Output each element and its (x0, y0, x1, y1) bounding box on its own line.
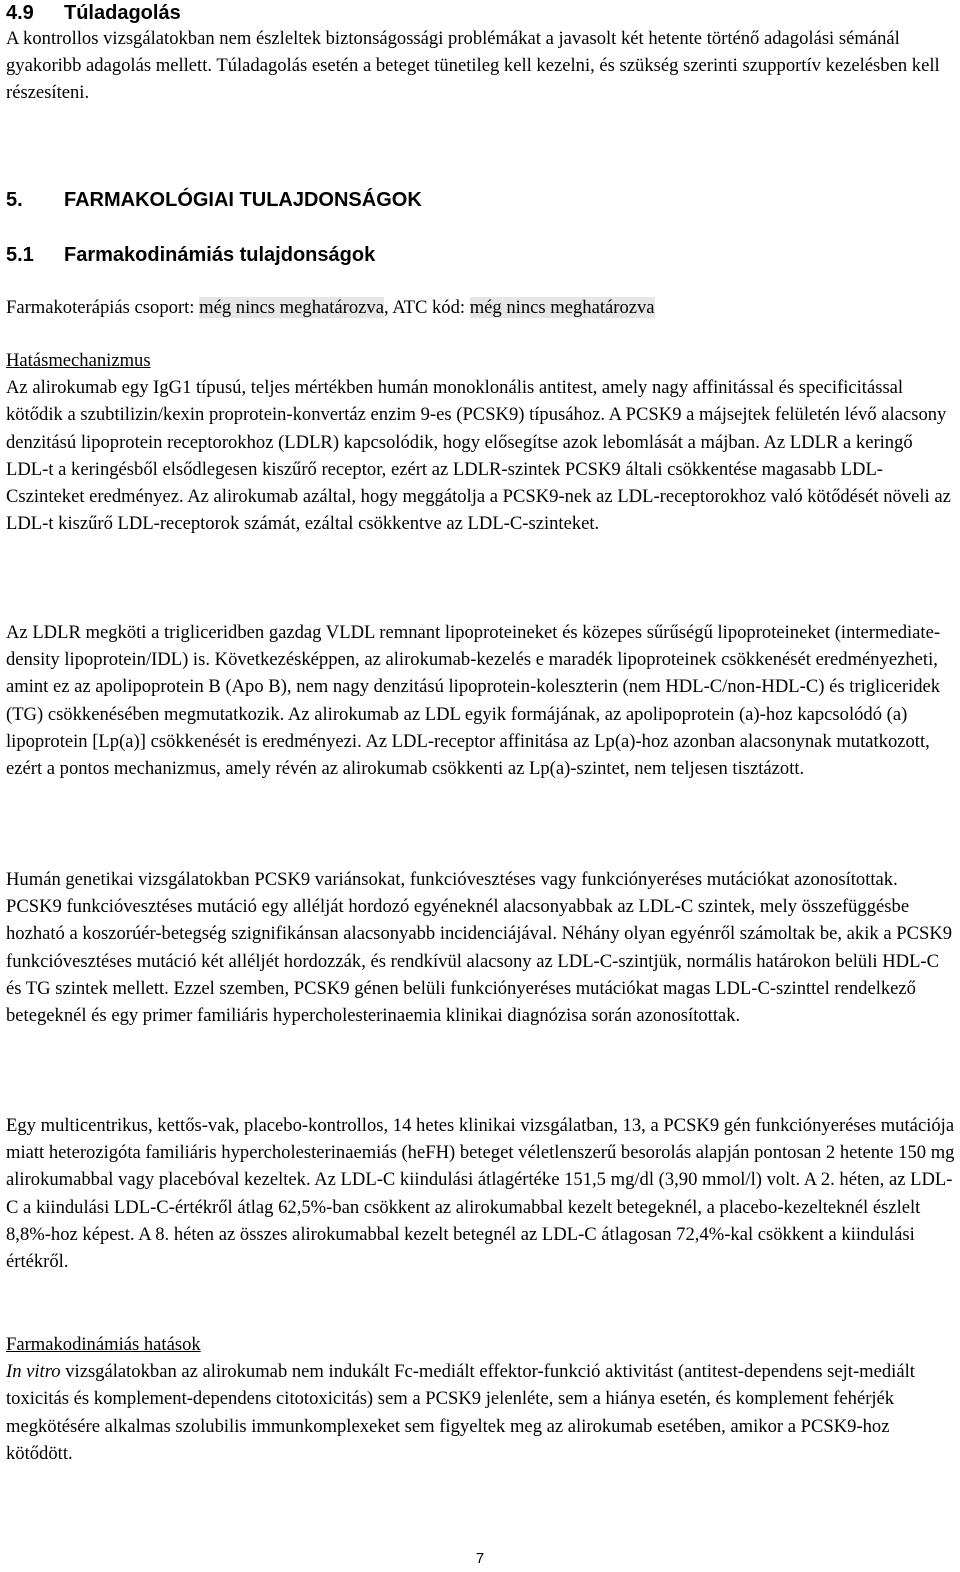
section-title: FARMAKOLÓGIAI TULAJDONSÁGOK (64, 189, 422, 211)
pharmacodynamic-effects-text: vizsgálatokban az alirokumab nem indukált Fc-mediált effektor-funkció aktivitást (antitest-dependens sejt-mediált toxicitás és komplement-dependens citotoxicitás) sem a PCSK9 jelenléte, sem a hiánya esetén, és komplement fehérjék megkötésére alkalmas szolubilis immunkomplexeket sem figyeltek meg az alirokumab esetében, amikor a PCSK9-hoz kötődött. (6, 1361, 915, 1464)
mechanism-subheading: Hatásmechanizmus (6, 350, 151, 371)
pharmaco-group-value: még nincs meghatározva (199, 297, 384, 318)
section-heading-5-1 (6, 242, 375, 268)
ldlr-paragraph: Az LDLR megköti a trigliceridben gazdag VLDL remnant lipoproteineket és közepes sűrűségű lipoproteineket (intermediate-density lipoprotein/IDL) is. Következésképpen, az alirokumab-kezelés e maradék lipoproteinek csökkenését eredményezheti, amint ez az apolipoprotein B (Apo B), nem nagy denzitású lipoprotein-koleszterin (nem HDL-C/non-HDL-C) és trigliceridek (TG) csökkenésében megmutatkozik. Az alirokumab az LDL egyik formájának, az apolipoprotein (a)-hoz kapcsolódó (a) lipoprotein [Lp(a)] csökkenését is eredményezi. Az LDL-receptor affinitása az Lp(a)-hoz azonban alacsonynak mutatkozott, ezért a pontos mechanizmus, amely révén az alirokumab csökkenti az Lp(a)-szintet, nem teljesen tisztázott. (6, 622, 941, 780)
page-number: 7 (475, 1550, 485, 1567)
in-vitro-italic: In vitro (6, 1361, 61, 1383)
pharmacodynamic-effects-subheading: Farmakodinámiás hatások (6, 1334, 201, 1355)
pharmacodynamic-effects-paragraph (6, 1358, 958, 1467)
mechanism-block (6, 347, 958, 537)
genetic-studies-paragraph: Humán genetikai vizsgálatokban PCSK9 variánsokat, funkcióvesztéses vagy funkciónyeréses mutációkat azonosítottak. PCSK9 funkcióvesztéses mutáció egy allélját hordozó egyéneknél alacsonyabbak az LDL-C szintek, mely összefüggésbe hozható a koszorúér-betegség szignifikánsan alacsonyabb incidenciájával. Néhány olyan egyénről számoltak be, akik a PCSK9 funkcióvesztéses mutáció két alléljét hordozzák, és rendkívül alacsony az LDL-C-szintjük, normális határokon belüli HDL-C és TG szintek mellett. Ezzel szemben, PCSK9 génen belüli funkciónyeréses mutációkat magas LDL-C-szinttel rendelkező betegeknél és egy primer familiáris hypercholesterinaemia klinikai diagnózisa során azonosítottak. (6, 869, 953, 1027)
section-title: Túladagolás (64, 2, 181, 24)
section-number: 5. (6, 189, 23, 211)
pharmacodynamic-effects-block (6, 1331, 958, 1467)
atc-code-value: még nincs meghatározva (469, 297, 655, 318)
section-number: 5.1 (6, 244, 34, 266)
section-number: 4.9 (6, 2, 34, 24)
mechanism-paragraph: Az alirokumab egy IgG1 típusú, teljes mértékben humán monoklonális antitest, amely nagy affinitással és specificitással kötődik a szubtilizin/kexin proprotein-konvertáz enzim 9-es (PCSK9) típusához. A PCSK9 a májsejtek felületén lévő alacsony denzitású lipoprotein receptorokhoz (LDLR) kapcsolódik, hogy elősegítse azok lebomlását a májban. Az LDLR a keringő LDL-t a keringésből elsődlegesen kiszűrő receptor, ezért az LDLR-szintek PCSK9 általi csökkentése magasabb LDL-Cszinteket eredményez. Az alirokumab azáltal, hogy meggátolja a PCSK9-nek az LDL-receptorokhoz való kötődését növeli az LDL-t kiszűrő LDL-receptorok számát, ezáltal csökkentve az LDL-C-szinteket. (6, 377, 951, 535)
section-heading-5 (6, 187, 422, 213)
section-title: Farmakodinámiás tulajdonságok (64, 244, 376, 266)
section-heading-4-9 (6, 0, 181, 26)
pharmaco-group-label: Farmakoterápiás csoport: (6, 297, 200, 318)
clinical-study-paragraph: Egy multicentrikus, kettős-vak, placebo-kontrollos, 14 hetes klinikai vizsgálatban, 13, a PCSK9 gén funkciónyeréses mutációja miatt heterozigóta familiáris hypercholesterinaemiás (heFH) beteget véletlenszerű besorolás alapján pontosan 2 hetente 150 mg alirokumabbal vagy placebóval kezeltek. Az LDL-C kiindulási átlagértéke 151,5 mg/dl (3,90 mmol/l) volt. A 2. héten, az LDL-C a kiindulási LDL-C-értékről átlag 62,5%-ban csökkent az alirokumabbal kezelt betegeknél, a placebo-kezelteknél észlelt 8,8%-hoz képest. A 8. héten az összes alirokumabbal kezelt betegnél az LDL-C átlagosan 72,4%-kal csökkent a kiindulási értékről. (6, 1115, 955, 1273)
overdose-paragraph: A kontrollos vizsgálatokban nem észleltek biztonságossági problémákat a javasolt két hetente történő adagolási sémánál gyakoribb adagolás mellett. Túladagolás esetén a beteget tünetileg kell kezelni, és szükség szerinti szupportív kezelésben kell részesíteni. (6, 28, 940, 104)
atc-code-label: , ATC kód: (383, 297, 470, 318)
pharmacotherapeutic-group-line (6, 294, 655, 321)
